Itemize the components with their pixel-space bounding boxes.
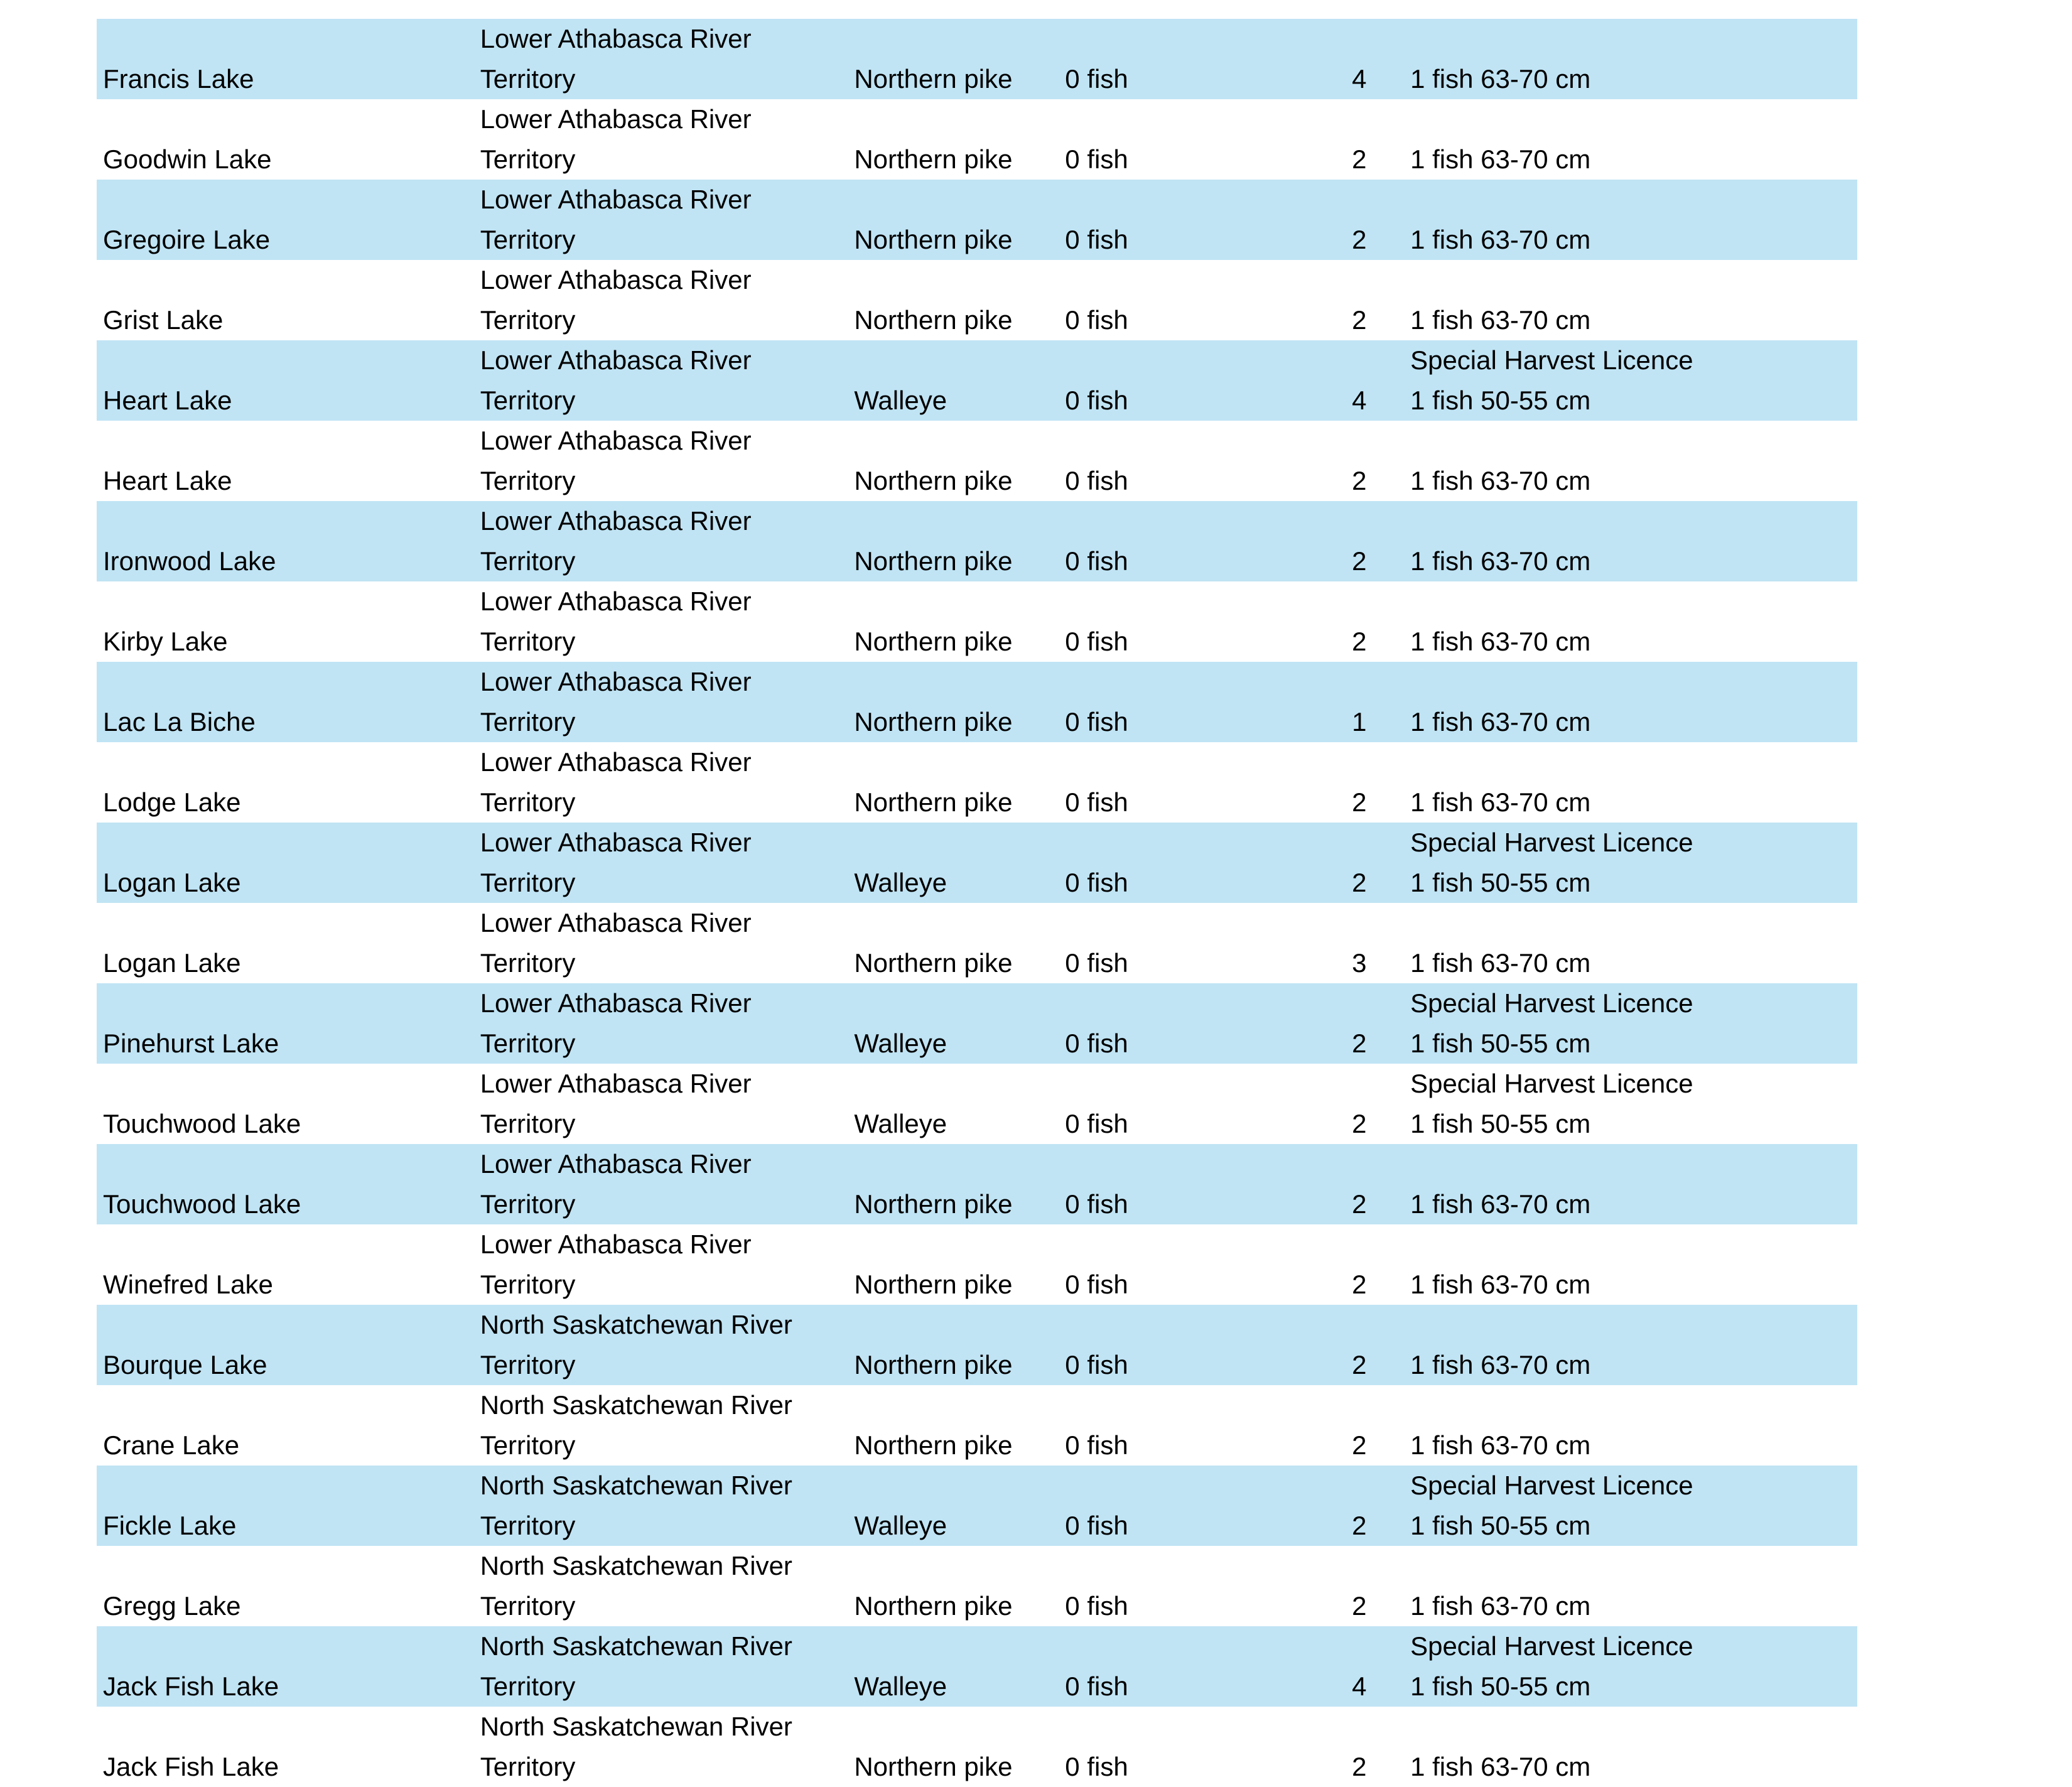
territory-cell-line: Lower Athabasca River Territory <box>480 1229 752 1299</box>
harvest-slot-cell-line: 1 fish 63-70 cm <box>1410 1270 1591 1299</box>
table-row <box>97 823 1857 903</box>
harvest-slot-cell-line: 1 fish 63-70 cm <box>1410 64 1591 94</box>
territory-cell-line: Territory <box>480 1671 576 1701</box>
species-cell: Northern pike <box>854 144 1013 174</box>
territory-cell-line: Lower Athabasca River Territory <box>480 828 752 897</box>
territory-cell <box>474 662 848 742</box>
lake-name-cell: Goodwin Lake <box>103 144 272 174</box>
table-row <box>97 1064 1857 1144</box>
territory-cell <box>474 1385 848 1466</box>
licence-count-cell: 2 <box>1315 1144 1405 1224</box>
species-cell: Northern pike <box>848 19 1059 99</box>
territory-cell <box>474 501 848 581</box>
possession-limit-cell: 0 fish <box>1059 1305 1314 1385</box>
table-row <box>97 340 1857 421</box>
territory-cell <box>474 1144 848 1224</box>
harvest-slot-cell-line: 1 fish 63-70 cm <box>1410 546 1591 576</box>
lake-name-cell: Heart Lake <box>97 340 474 421</box>
possession-limit-cell: 0 fish <box>1065 144 1128 174</box>
lake-name-cell: Heart Lake <box>103 466 232 495</box>
lake-name-cell: Lac La Biche <box>97 662 474 742</box>
regulations-table-body <box>97 19 1857 1787</box>
possession-limit-cell: 0 fish <box>1065 1270 1128 1299</box>
species-cell: Northern pike <box>848 662 1059 742</box>
possession-limit-cell: 0 fish <box>1059 1466 1314 1546</box>
species-cell: Walleye <box>848 340 1059 421</box>
territory-cell <box>474 581 848 662</box>
territory-cell <box>474 340 848 421</box>
licence-count-cell: 2 <box>1352 1752 1367 1781</box>
harvest-slot-cell-line: 1 fish 50-55 cm <box>1410 1671 1591 1701</box>
licence-count-cell: 2 <box>1315 1305 1405 1385</box>
territory-cell-line: Lower Athabasca River Territory <box>480 24 752 94</box>
species-cell: Northern pike <box>854 627 1013 656</box>
territory-cell <box>474 983 848 1064</box>
lake-name-cell: Fickle Lake <box>97 1466 474 1546</box>
licence-count-cell: 2 <box>1352 1591 1367 1621</box>
territory-cell-line: Lower Athabasca River Territory <box>480 265 752 335</box>
harvest-slot-cell-line: 1 fish 63-70 cm <box>1410 1752 1591 1781</box>
possession-limit-cell: 0 fish <box>1059 1626 1314 1707</box>
possession-limit-cell: 0 fish <box>1065 627 1128 656</box>
table-row <box>97 581 1857 662</box>
territory-cell-line: Lower Athabasca River Territory <box>480 104 752 174</box>
harvest-slot-cell-line: 1 fish 50-55 cm <box>1410 868 1591 897</box>
harvest-slot-cell-line: Special Harvest Licence <box>1410 828 1693 857</box>
harvest-slot-cell-line: 1 fish 63-70 cm <box>1410 948 1591 978</box>
licence-count-cell: 2 <box>1352 787 1367 817</box>
territory-cell-line: Territory <box>480 1752 576 1781</box>
territory-cell <box>474 180 848 260</box>
lake-name-cell: Gregg Lake <box>103 1591 241 1621</box>
species-cell: Northern pike <box>848 180 1059 260</box>
territory-cell <box>474 1466 848 1546</box>
harvest-slot-cell <box>1404 742 1857 823</box>
harvest-slot-cell <box>1404 1385 1857 1466</box>
territory-cell <box>474 1305 848 1385</box>
harvest-slot-cell <box>1404 1546 1857 1626</box>
territory-cell-line: North Saskatchewan River <box>480 1390 792 1420</box>
table-row <box>97 180 1857 260</box>
table-row <box>97 501 1857 581</box>
territory-cell <box>474 1626 848 1707</box>
licence-count-cell: 2 <box>1352 1270 1367 1299</box>
territory-cell <box>474 903 848 983</box>
territory-cell-line: Territory <box>480 1350 576 1379</box>
harvest-slot-cell <box>1404 1707 1857 1787</box>
territory-cell <box>474 260 848 340</box>
table-row <box>97 99 1857 180</box>
territory-cell-line: North Saskatchewan River <box>480 1551 792 1580</box>
species-cell: Northern pike <box>854 787 1013 817</box>
lake-name-cell: Crane Lake <box>103 1430 240 1460</box>
table-row <box>97 742 1857 823</box>
species-cell: Walleye <box>848 1626 1059 1707</box>
licence-count-cell: 2 <box>1352 305 1367 335</box>
table-row <box>97 1305 1857 1385</box>
licence-count-cell: 2 <box>1315 1466 1405 1546</box>
table-row <box>97 1707 1857 1787</box>
territory-cell-line: Territory <box>480 1430 576 1460</box>
possession-limit-cell: 0 fish <box>1059 501 1314 581</box>
table-row <box>97 1224 1857 1305</box>
territory-cell-line: Lower Athabasca River Territory <box>480 908 752 978</box>
possession-limit-cell: 0 fish <box>1065 1109 1128 1138</box>
lake-name-cell: Kirby Lake <box>103 627 228 656</box>
table-row <box>97 421 1857 501</box>
table-row <box>97 983 1857 1064</box>
table-row <box>97 662 1857 742</box>
licence-count-cell: 2 <box>1352 1430 1367 1460</box>
species-cell: Northern pike <box>848 1305 1059 1385</box>
harvest-slot-cell-line: 1 fish 63-70 cm <box>1410 787 1591 817</box>
possession-limit-cell: 0 fish <box>1059 180 1314 260</box>
harvest-slot-cell-line: 1 fish 50-55 cm <box>1410 1028 1591 1058</box>
lake-name-cell: Pinehurst Lake <box>97 983 474 1064</box>
territory-cell-line: Territory <box>480 1591 576 1621</box>
species-cell: Northern pike <box>854 1591 1013 1621</box>
harvest-slot-cell-line: 1 fish 63-70 cm <box>1410 305 1591 335</box>
species-cell: Walleye <box>848 1466 1059 1546</box>
licence-count-cell: 4 <box>1315 19 1405 99</box>
territory-cell-line: Lower Athabasca River Territory <box>480 345 752 415</box>
harvest-slot-cell-line: Special Harvest Licence <box>1410 1471 1693 1500</box>
species-cell: Northern pike <box>854 1430 1013 1460</box>
licence-count-cell: 2 <box>1352 466 1367 495</box>
table-row <box>97 1626 1857 1707</box>
species-cell: Northern pike <box>848 501 1059 581</box>
possession-limit-cell: 0 fish <box>1059 340 1314 421</box>
possession-limit-cell: 0 fish <box>1059 823 1314 903</box>
harvest-slot-cell <box>1404 662 1857 742</box>
harvest-slot-cell-line: 1 fish 63-70 cm <box>1410 466 1591 495</box>
licence-count-cell: 2 <box>1315 823 1405 903</box>
harvest-slot-cell <box>1404 1466 1857 1546</box>
harvest-slot-cell <box>1404 501 1857 581</box>
territory-cell-line: Lower Athabasca River Territory <box>480 747 752 817</box>
table-row <box>97 1385 1857 1466</box>
species-cell: Northern pike <box>854 466 1013 495</box>
territory-cell <box>474 99 848 180</box>
harvest-slot-cell-line: 1 fish 63-70 cm <box>1410 144 1591 174</box>
territory-cell <box>474 1064 848 1144</box>
territory-cell-line: Lower Athabasca River Territory <box>480 1069 752 1138</box>
licence-count-cell: 1 <box>1315 662 1405 742</box>
lake-name-cell: Jack Fish Lake <box>103 1752 279 1781</box>
table-row <box>97 903 1857 983</box>
harvest-slot-cell-line: 1 fish 63-70 cm <box>1410 1591 1591 1621</box>
lake-name-cell: Logan Lake <box>97 823 474 903</box>
licence-count-cell: 2 <box>1352 1109 1367 1138</box>
territory-cell <box>474 1707 848 1787</box>
possession-limit-cell: 0 fish <box>1065 1430 1128 1460</box>
harvest-slot-cell-line: Special Harvest Licence <box>1410 988 1693 1018</box>
lake-name-cell: Touchwood Lake <box>97 1144 474 1224</box>
harvest-slot-cell <box>1404 1064 1857 1144</box>
harvest-slot-cell <box>1404 260 1857 340</box>
licence-count-cell: 3 <box>1352 948 1367 978</box>
possession-limit-cell: 0 fish <box>1065 466 1128 495</box>
species-cell: Northern pike <box>854 1752 1013 1781</box>
table-row <box>97 260 1857 340</box>
harvest-slot-cell-line: Special Harvest Licence <box>1410 345 1693 375</box>
regulations-table <box>97 19 1857 1787</box>
territory-cell-line: Territory <box>480 1511 576 1540</box>
species-cell: Walleye <box>854 1109 947 1138</box>
harvest-slot-cell-line: 1 fish 63-70 cm <box>1410 225 1591 254</box>
harvest-slot-cell-line: 1 fish 50-55 cm <box>1410 386 1591 415</box>
territory-cell-line: North Saskatchewan River <box>480 1631 792 1661</box>
territory-cell-line: Lower Athabasca River Territory <box>480 426 752 495</box>
licence-count-cell: 4 <box>1315 340 1405 421</box>
lake-name-cell: Logan Lake <box>103 948 241 978</box>
territory-cell-line: Lower Athabasca River Territory <box>480 586 752 656</box>
harvest-slot-cell <box>1404 823 1857 903</box>
species-cell: Walleye <box>848 983 1059 1064</box>
licence-count-cell: 2 <box>1315 180 1405 260</box>
territory-cell <box>474 823 848 903</box>
harvest-slot-cell-line: 1 fish 50-55 cm <box>1410 1511 1591 1540</box>
species-cell: Northern pike <box>854 948 1013 978</box>
species-cell: Northern pike <box>854 305 1013 335</box>
licence-count-cell: 4 <box>1315 1626 1405 1707</box>
licence-count-cell: 2 <box>1352 627 1367 656</box>
harvest-slot-cell-line: 1 fish 63-70 cm <box>1410 1430 1591 1460</box>
possession-limit-cell: 0 fish <box>1065 787 1128 817</box>
possession-limit-cell: 0 fish <box>1065 1752 1128 1781</box>
harvest-slot-cell <box>1404 421 1857 501</box>
territory-cell-line: North Saskatchewan River <box>480 1471 792 1500</box>
lake-name-cell: Lodge Lake <box>103 787 241 817</box>
harvest-slot-cell <box>1404 903 1857 983</box>
harvest-slot-cell <box>1404 1224 1857 1305</box>
possession-limit-cell: 0 fish <box>1065 305 1128 335</box>
harvest-slot-cell-line: 1 fish 63-70 cm <box>1410 707 1591 737</box>
species-cell: Northern pike <box>848 1144 1059 1224</box>
table-row <box>97 1546 1857 1626</box>
harvest-slot-cell <box>1404 983 1857 1064</box>
lake-name-cell: Ironwood Lake <box>97 501 474 581</box>
territory-cell <box>474 421 848 501</box>
harvest-slot-cell <box>1404 180 1857 260</box>
territory-cell-line: North Saskatchewan River <box>480 1712 792 1741</box>
harvest-slot-cell <box>1404 581 1857 662</box>
territory-cell-line: Lower Athabasca River Territory <box>480 1149 752 1219</box>
harvest-slot-cell-line: 1 fish 63-70 cm <box>1410 627 1591 656</box>
lake-name-cell: Gregoire Lake <box>97 180 474 260</box>
table-row <box>97 1144 1857 1224</box>
territory-cell <box>474 19 848 99</box>
lake-name-cell: Bourque Lake <box>97 1305 474 1385</box>
territory-cell <box>474 1224 848 1305</box>
territory-cell-line: Lower Athabasca River Territory <box>480 506 752 576</box>
harvest-slot-cell <box>1404 1144 1857 1224</box>
table-row <box>97 19 1857 99</box>
lake-name-cell: Grist Lake <box>103 305 224 335</box>
territory-cell <box>474 742 848 823</box>
possession-limit-cell: 0 fish <box>1059 662 1314 742</box>
harvest-slot-cell-line: 1 fish 50-55 cm <box>1410 1109 1591 1138</box>
harvest-slot-cell <box>1404 1626 1857 1707</box>
territory-cell-line: North Saskatchewan River <box>480 1310 792 1339</box>
lake-name-cell: Touchwood Lake <box>103 1109 301 1138</box>
possession-limit-cell: 0 fish <box>1059 983 1314 1064</box>
possession-limit-cell: 0 fish <box>1065 1591 1128 1621</box>
harvest-slot-cell-line: 1 fish 63-70 cm <box>1410 1350 1591 1379</box>
territory-cell <box>474 1546 848 1626</box>
possession-limit-cell: 0 fish <box>1065 948 1128 978</box>
licence-count-cell: 2 <box>1315 983 1405 1064</box>
table-row <box>97 1466 1857 1546</box>
harvest-slot-cell-line: 1 fish 63-70 cm <box>1410 1189 1591 1219</box>
possession-limit-cell: 0 fish <box>1059 1144 1314 1224</box>
lake-name-cell: Jack Fish Lake <box>97 1626 474 1707</box>
territory-cell-line: Lower Athabasca River Territory <box>480 667 752 737</box>
harvest-slot-cell <box>1404 1305 1857 1385</box>
territory-cell-line: Lower Athabasca River Territory <box>480 185 752 254</box>
licence-count-cell: 2 <box>1352 144 1367 174</box>
harvest-slot-cell <box>1404 340 1857 421</box>
territory-cell-line: Lower Athabasca River Territory <box>480 988 752 1058</box>
species-cell: Walleye <box>848 823 1059 903</box>
harvest-slot-cell-line: Special Harvest Licence <box>1410 1069 1693 1098</box>
harvest-slot-cell <box>1404 99 1857 180</box>
species-cell: Northern pike <box>854 1270 1013 1299</box>
possession-limit-cell: 0 fish <box>1059 19 1314 99</box>
lake-name-cell: Francis Lake <box>97 19 474 99</box>
lake-name-cell: Winefred Lake <box>103 1270 273 1299</box>
harvest-slot-cell <box>1404 19 1857 99</box>
licence-count-cell: 2 <box>1315 501 1405 581</box>
harvest-slot-cell-line: Special Harvest Licence <box>1410 1631 1693 1661</box>
